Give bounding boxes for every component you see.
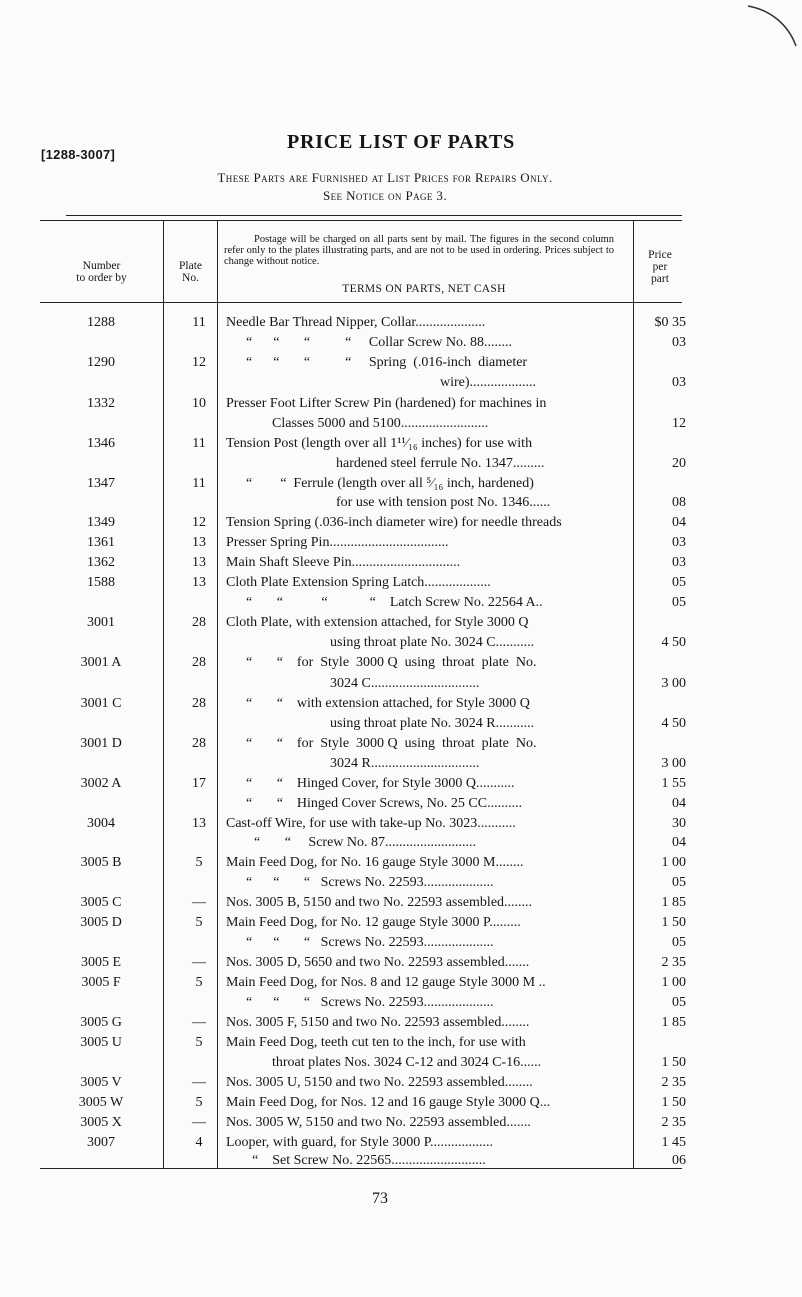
header-number-line2: to order by (76, 272, 127, 284)
part-description: “ “ Hinged Cover, for Style 3000 Q........... (246, 776, 515, 791)
page-range-label: [1288-3007] (41, 147, 116, 162)
plate-number: 13 (192, 575, 206, 590)
header-number-line1: Number (82, 260, 121, 272)
part-price: 04 (672, 835, 686, 850)
part-description: Tension Spring (.036-inch diameter wire) for needle threads (226, 515, 562, 530)
part-price: 3 00 (661, 676, 686, 691)
part-number: 1288 (87, 315, 115, 330)
part-number: 3005 W (78, 1095, 124, 1110)
part-number: 3001 A (80, 655, 122, 670)
part-description: Main Shaft Sleeve Pin............................... (226, 555, 461, 570)
part-description: Classes 5000 and 5100......................... (272, 416, 489, 431)
part-description: throat plates Nos. 3024 C-12 and 3024 C-16...... (272, 1055, 542, 1070)
part-number: 3005 G (80, 1015, 122, 1030)
part-number: 3005 C (80, 895, 122, 910)
part-price: 1 00 (661, 855, 686, 870)
part-description: Nos. 3005 W, 5150 and two No. 22593 assembled....... (226, 1115, 531, 1130)
part-description: “ “ “ Screws No. 22593.................... (246, 935, 494, 950)
part-description: “ “ with extension attached, for Style 3000 Q (246, 696, 530, 711)
plate-number: 4 (195, 1135, 203, 1150)
part-price: 05 (672, 935, 686, 950)
part-price: 4 50 (661, 635, 686, 650)
plate-number: 28 (192, 696, 206, 711)
plate-number: 10 (192, 396, 206, 411)
part-number: 3005 V (80, 1075, 122, 1090)
plate-number: — (192, 1115, 206, 1130)
part-description: “ “ “ “ Collar Screw No. 88........ (246, 335, 512, 350)
part-number: 3005 D (80, 915, 122, 930)
part-price: 20 (672, 456, 686, 471)
part-price: 1 85 (661, 1015, 686, 1030)
plate-number: — (192, 955, 206, 970)
plate-number: 12 (192, 355, 206, 370)
part-description: 3024 C............................... (330, 676, 480, 691)
plate-number: 5 (195, 1035, 203, 1050)
part-price: 3 00 (661, 756, 686, 771)
part-number: 1361 (87, 535, 115, 550)
plate-number: 11 (192, 436, 206, 451)
header-number (40, 260, 163, 284)
part-number: 3004 (87, 816, 115, 831)
part-price: 1 00 (661, 975, 686, 990)
page-number: 73 (372, 1190, 388, 1207)
part-description: “ “ “ “ Spring (.016-inch diameter (246, 355, 528, 370)
part-description: Main Feed Dog, for No. 12 gauge Style 3000 P......... (226, 915, 521, 930)
part-number: 3001 D (80, 736, 122, 751)
part-description: Looper, with guard, for Style 3000 P.................. (226, 1135, 493, 1150)
plate-number: — (192, 895, 206, 910)
header-plate (164, 260, 217, 284)
header-plate-line1: Plate (179, 260, 202, 272)
part-number: 1290 (87, 355, 115, 370)
part-price: 03 (672, 375, 686, 390)
table-top-rule (66, 215, 682, 216)
part-price: 30 (672, 816, 686, 831)
plate-number: 5 (195, 1095, 203, 1110)
part-price: 1 55 (661, 776, 686, 791)
part-number: 1349 (87, 515, 115, 530)
part-number: 1332 (87, 396, 115, 411)
plate-number: 13 (192, 535, 206, 550)
part-price: 03 (672, 555, 686, 570)
part-price: $0 35 (654, 315, 686, 330)
part-description: Needle Bar Thread Nipper, Collar.................... (226, 315, 486, 330)
part-price: 04 (672, 515, 686, 530)
part-price: 1 45 (661, 1135, 686, 1150)
part-description: Presser Spring Pin.................................. (226, 535, 449, 550)
plate-number: 28 (192, 615, 206, 630)
part-price: 1 50 (661, 915, 686, 930)
plate-number: 12 (192, 515, 206, 530)
part-description: Nos. 3005 U, 5150 and two No. 22593 assembled........ (226, 1075, 533, 1090)
header-bottom-rule (40, 302, 682, 303)
part-price: 2 35 (661, 1115, 686, 1130)
part-price: 05 (672, 995, 686, 1010)
part-description: “ “ “ Screws No. 22593.................... (246, 995, 494, 1010)
part-description: “ “ for Style 3000 Q using throat plate No. (246, 655, 537, 670)
part-description: using throat plate No. 3024 C........... (330, 635, 535, 650)
part-description: Cast-off Wire, for use with take-up No. 3023........... (226, 816, 516, 831)
part-number: 1346 (87, 436, 115, 451)
part-price: 05 (672, 595, 686, 610)
page-notice-reference: See Notice on Page 3. (323, 188, 447, 203)
part-number: 3001 (87, 615, 115, 630)
part-description: “ “ “ “ Latch Screw No. 22564 A.. (246, 595, 543, 610)
part-description: Nos. 3005 D, 5650 and two No. 22593 assembled....... (226, 955, 530, 970)
part-number: 3002 A (80, 776, 122, 791)
part-price: 2 35 (661, 955, 686, 970)
part-number: 3005 B (80, 855, 122, 870)
part-number: 3005 U (80, 1035, 122, 1050)
column-divider-number (163, 221, 164, 1168)
header-terms: TERMS ON PARTS, NET CASH (342, 283, 506, 295)
part-description: Main Feed Dog, for No. 16 gauge Style 3000 M........ (226, 855, 524, 870)
plate-number: 28 (192, 736, 206, 751)
part-description: Main Feed Dog, for Nos. 12 and 16 gauge Style 3000 Q... (226, 1095, 551, 1110)
page-title: PRICE LIST OF PARTS (286, 131, 516, 153)
part-description: Main Feed Dog, teeth cut ten to the inch, for use with (226, 1035, 526, 1050)
plate-number: 13 (192, 816, 206, 831)
page-corner-curl (740, 2, 800, 62)
part-description: Nos. 3005 F, 5150 and two No. 22593 assembled........ (226, 1015, 530, 1030)
part-description: Cloth Plate Extension Spring Latch................... (226, 575, 491, 590)
part-number: 3005 F (81, 975, 121, 990)
part-description: “ “ Hinged Cover Screws, No. 25 CC.......... (246, 796, 523, 811)
table-top-rule-secondary (40, 220, 682, 221)
part-price: 05 (672, 875, 686, 890)
part-description: wire)................... (440, 375, 537, 390)
part-number: 3005 X (80, 1115, 122, 1130)
plate-number: — (192, 1075, 206, 1090)
part-number: 3001 C (80, 696, 122, 711)
header-notice: Postage will be charged on all parts sent by mail. The figures in the second column refer only to the plates illustrating parts, and are not to be used in ordering. Prices subject to change without notice. (224, 234, 614, 267)
part-price: 03 (672, 335, 686, 350)
plate-number: 17 (192, 776, 206, 791)
part-description: for use with tension post No. 1346...... (336, 495, 551, 510)
part-description: 3024 R............................... (330, 756, 480, 771)
part-number: 1588 (87, 575, 115, 590)
column-divider-price (633, 221, 634, 1168)
part-price: 03 (672, 535, 686, 550)
part-description: Main Feed Dog, for Nos. 8 and 12 gauge Style 3000 M .. (226, 975, 546, 990)
plate-number: — (192, 1015, 206, 1030)
part-description: hardened steel ferrule No. 1347......... (336, 456, 545, 471)
plate-number: 11 (192, 315, 206, 330)
plate-number: 13 (192, 555, 206, 570)
part-price: 04 (672, 796, 686, 811)
plate-number: 28 (192, 655, 206, 670)
header-price-line2: per (652, 261, 668, 273)
page-subtitle: These Parts are Furnished at List Prices for Repairs Only. (217, 170, 553, 185)
part-price: 2 35 (661, 1075, 686, 1090)
part-price: 05 (672, 575, 686, 590)
plate-number: 5 (195, 855, 203, 870)
part-price: 08 (672, 495, 686, 510)
plate-number: 11 (192, 476, 206, 491)
part-description: using throat plate No. 3024 R........... (330, 716, 535, 731)
part-description: “ “ Ferrule (length over all ⁵⁄₁₆ inch, hardened) (246, 476, 534, 491)
part-description: Nos. 3005 B, 5150 and two No. 22593 assembled........ (226, 895, 533, 910)
plate-number: 5 (195, 975, 203, 990)
part-price: 06 (672, 1153, 686, 1168)
part-description: Tension Post (length over all 1¹¹⁄₁₆ inches) for use with (226, 436, 533, 451)
part-number: 1347 (87, 476, 115, 491)
header-price-line1: Price (648, 249, 672, 261)
part-price: 1 85 (661, 895, 686, 910)
part-description: “ “ Screw No. 87.......................... (254, 835, 477, 850)
part-number: 3005 E (80, 955, 122, 970)
part-number: 3007 (87, 1135, 115, 1150)
part-price: 1 50 (661, 1095, 686, 1110)
header-plate-line2: No. (182, 272, 199, 284)
plate-number: 5 (195, 915, 203, 930)
part-number: 1362 (87, 555, 115, 570)
part-description: “ “ “ Screws No. 22593.................... (246, 875, 494, 890)
part-description: “ “ for Style 3000 Q using throat plate No. (246, 736, 537, 751)
part-price: 1 50 (661, 1055, 686, 1070)
part-description: Cloth Plate, with extension attached, for Style 3000 Q (226, 615, 529, 630)
part-price: 12 (672, 416, 686, 431)
part-description: Presser Foot Lifter Screw Pin (hardened) for machines in (226, 396, 547, 411)
part-price: 4 50 (661, 716, 686, 731)
header-price-line3: part (651, 273, 669, 285)
part-description: “ Set Screw No. 22565........................... (252, 1153, 486, 1168)
header-price (634, 249, 686, 285)
